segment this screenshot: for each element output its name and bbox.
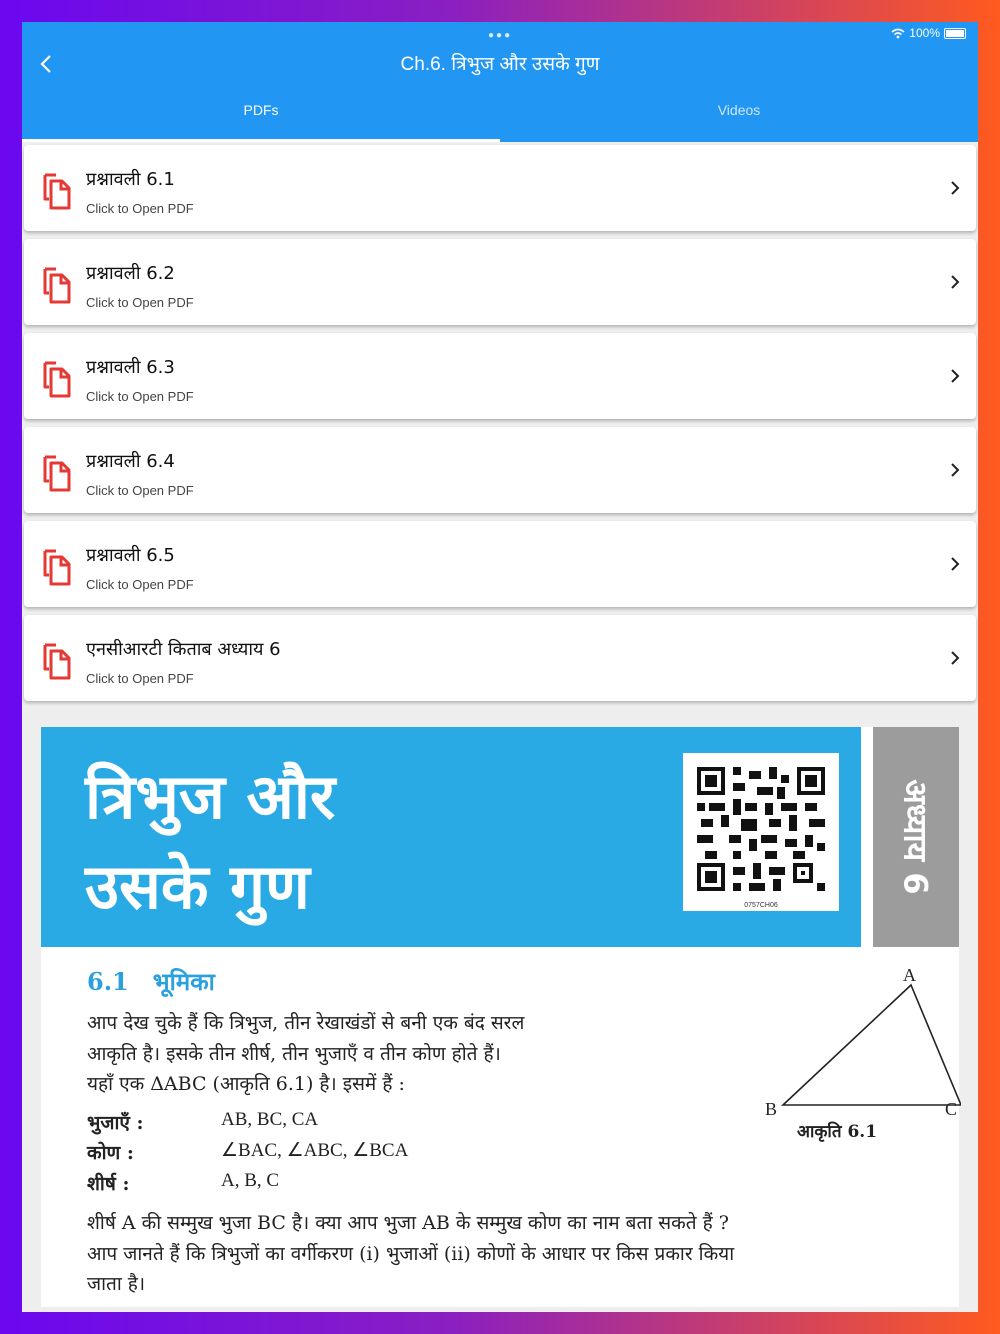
paragraph-line: आप जानते हैं कि त्रिभुजों का वर्गीकरण (i) भुजाओं (ii) कोणों के आधार पर किस प्रकार किया	[87, 1243, 735, 1265]
vertex-label-c: C	[945, 1099, 958, 1119]
list-item[interactable]	[24, 427, 976, 513]
list-item[interactable]	[24, 145, 976, 231]
item-subtitle: Click to Open PDF	[86, 201, 194, 216]
banner-title-line1: त्रिभुज और	[85, 760, 336, 833]
chevron-right-icon	[948, 367, 962, 385]
paragraph-line: आप देख चुके हैं कि त्रिभुज, तीन रेखाखंडों से बनी एक बंद सरल	[87, 1012, 525, 1034]
page-title: Ch.6. त्रिभुज और उसके गुण	[400, 54, 600, 75]
app-window	[22, 22, 978, 1312]
chevron-right-icon	[948, 649, 962, 667]
item-title: प्रश्नावली 6.5	[86, 545, 175, 566]
qr-code-icon	[697, 767, 825, 891]
pdf-file-icon	[40, 547, 72, 587]
list-item[interactable]	[24, 333, 976, 419]
list-item[interactable]	[24, 239, 976, 325]
item-subtitle: Click to Open PDF	[86, 577, 194, 592]
item-title: प्रश्नावली 6.2	[86, 263, 175, 284]
tab-videos[interactable]: Videos	[717, 102, 761, 118]
section-heading	[87, 965, 215, 998]
chapter-preview-image[interactable]	[41, 727, 959, 1307]
pdf-file-icon	[40, 171, 72, 211]
triangle-figure	[731, 965, 961, 1145]
chevron-right-icon	[948, 179, 962, 197]
tab-pdfs[interactable]: PDFs	[22, 92, 500, 142]
item-subtitle: Click to Open PDF	[86, 295, 194, 310]
wifi-icon	[891, 28, 905, 39]
chevron-right-icon	[948, 461, 962, 479]
chevron-right-icon	[948, 555, 962, 573]
battery-icon	[944, 28, 966, 39]
multitasking-dots[interactable]: ●●●	[488, 30, 513, 41]
vertices-label: शीर्ष :	[87, 1173, 130, 1195]
pdf-file-icon	[40, 453, 72, 493]
qr-code	[683, 753, 839, 911]
angles-label: कोण :	[87, 1142, 134, 1164]
chevron-right-icon	[948, 273, 962, 291]
sides-label: भुजाएँ :	[87, 1112, 144, 1134]
chapter-side-panel	[873, 727, 959, 947]
battery-percent: 100%	[909, 26, 940, 40]
paragraph-line: आकृति है। इसके तीन शीर्ष, तीन भुजाएँ व तीन कोण होते हैं।	[87, 1043, 501, 1065]
qr-code-label: 0757CH06	[744, 902, 778, 909]
sides-value: AB, BC, CA	[221, 1109, 319, 1130]
section-number: 6.1	[87, 967, 129, 996]
pdf-file-icon	[40, 641, 72, 681]
vertices-value: A, B, C	[221, 1170, 280, 1191]
vertex-label-a: A	[903, 965, 916, 985]
list-item[interactable]	[24, 615, 976, 701]
vertex-label-b: B	[765, 1099, 778, 1119]
app-bar	[22, 22, 978, 142]
item-subtitle: Click to Open PDF	[86, 389, 194, 404]
tab-bar	[22, 92, 978, 142]
banner-title-line2: उसके गुण	[85, 850, 310, 923]
angles-value: ∠BAC, ∠ABC, ∠BCA	[221, 1140, 409, 1161]
pdf-file-icon	[40, 265, 72, 305]
paragraph-line: जाता है।	[87, 1273, 146, 1295]
chapter-banner	[41, 727, 861, 947]
chapter-number-label: अध्याय 6	[896, 779, 935, 895]
list-item[interactable]	[24, 521, 976, 607]
item-title: एनसीआरटी किताब अध्याय 6	[86, 639, 281, 660]
item-subtitle: Click to Open PDF	[86, 671, 194, 686]
item-title: प्रश्नावली 6.1	[86, 169, 175, 190]
paragraph-line: यहाँ एक ΔABC (आकृति 6.1) है। इसमें हैं :	[87, 1073, 405, 1095]
item-title: प्रश्नावली 6.3	[86, 357, 175, 378]
status-bar	[891, 26, 966, 40]
item-subtitle: Click to Open PDF	[86, 483, 194, 498]
paragraph-line: शीर्ष A की सम्मुख भुजा BC है। क्या आप भुजा AB के सम्मुख कोण का नाम बता सकते हैं ?	[87, 1212, 729, 1234]
pdf-file-icon	[40, 359, 72, 399]
item-title: प्रश्नावली 6.4	[86, 451, 175, 472]
figure-caption: आकृति 6.1	[797, 1122, 878, 1142]
section-title: भूमिका	[152, 967, 215, 996]
